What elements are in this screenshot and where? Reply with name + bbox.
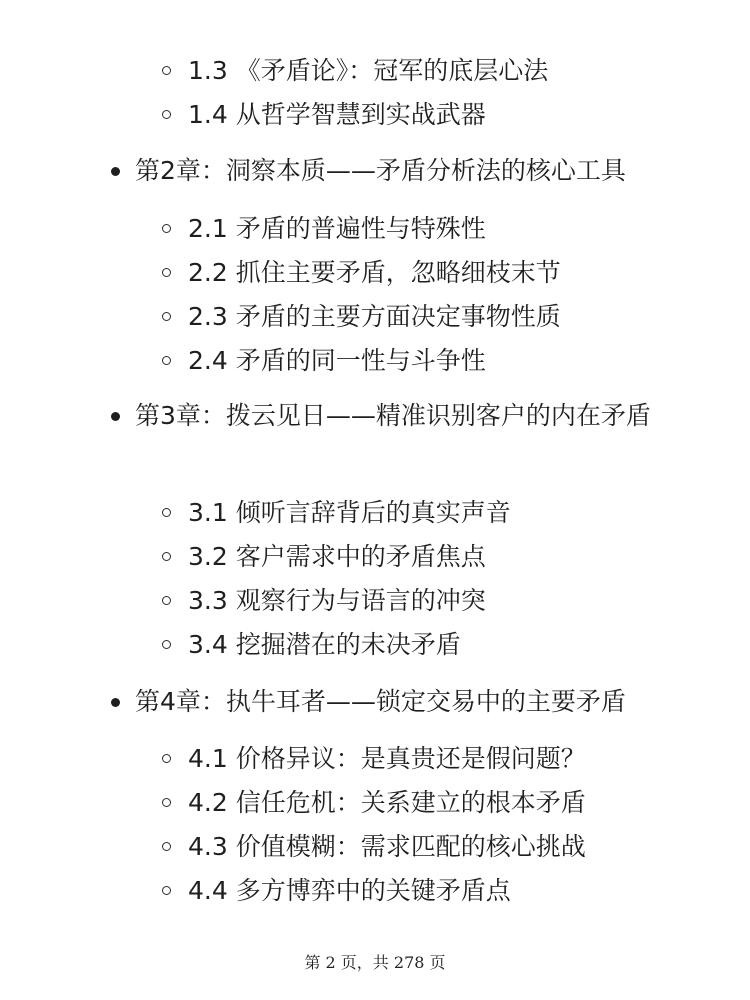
subsection-label: 3.1 倾听言辞背后的真实声音: [188, 498, 511, 527]
page-number-footer: 第 2 页，共 278 页: [304, 953, 446, 972]
subsection-label: 2.1 矛盾的普遍性与特殊性: [188, 214, 486, 243]
subsection-label: 3.2 客户需求中的矛盾焦点: [188, 542, 486, 571]
subsection-label: 4.1 价格异议：是真贵还是假问题？: [188, 744, 586, 773]
chapter-2-heading: [135, 149, 675, 193]
chapter-4-heading: [135, 680, 675, 724]
hollow-bullet-icon: [162, 356, 171, 365]
list-item: [188, 874, 511, 908]
list-item: [188, 256, 561, 290]
subsection-label: 4.4 多方博弈中的关键矛盾点: [188, 876, 511, 905]
chapter-title: 第3章：拨云见日——精准识别客户的内在矛盾: [135, 401, 651, 430]
subsection-label: 3.3 观察行为与语言的冲突: [188, 586, 486, 615]
subsection-label: 1.3 《矛盾论》：冠军的底层心法: [188, 56, 549, 85]
subsection-label: 1.4 从哲学智慧到实战武器: [188, 100, 486, 129]
hollow-bullet-icon: [162, 798, 171, 807]
hollow-bullet-icon: [162, 508, 171, 517]
filled-bullet-icon: [111, 698, 120, 707]
hollow-bullet-icon: [162, 596, 171, 605]
list-item: [188, 540, 486, 574]
list-item: [188, 584, 486, 618]
list-item: [188, 628, 461, 662]
chapter-title: 第4章：执牛耳者——锁定交易中的主要矛盾: [135, 687, 626, 716]
subsection-label: 2.4 矛盾的同一性与斗争性: [188, 346, 486, 375]
hollow-bullet-icon: [162, 66, 171, 75]
list-item: [188, 212, 486, 246]
filled-bullet-icon: [111, 167, 120, 176]
hollow-bullet-icon: [162, 312, 171, 321]
list-item: [188, 54, 548, 88]
filled-bullet-icon: [111, 412, 120, 421]
hollow-bullet-icon: [162, 886, 171, 895]
subsection-label: 4.3 价值模糊：需求匹配的核心挑战: [188, 832, 586, 861]
list-item: [188, 344, 486, 378]
hollow-bullet-icon: [162, 754, 171, 763]
chapter-title: 第2章：洞察本质——矛盾分析法的核心工具: [135, 156, 626, 185]
hollow-bullet-icon: [162, 268, 171, 277]
hollow-bullet-icon: [162, 552, 171, 561]
chapter-3-heading: [135, 394, 675, 438]
list-item: [188, 742, 586, 776]
hollow-bullet-icon: [162, 110, 171, 119]
list-item: [188, 786, 586, 820]
hollow-bullet-icon: [162, 842, 171, 851]
hollow-bullet-icon: [162, 640, 171, 649]
subsection-label: 2.2 抓住主要矛盾，忽略细枝末节: [188, 258, 561, 287]
subsection-label: 4.2 信任危机：关系建立的根本矛盾: [188, 788, 586, 817]
subsection-label: 3.4 挖掘潜在的未决矛盾: [188, 630, 461, 659]
list-item: [188, 496, 511, 530]
list-item: [188, 98, 486, 132]
hollow-bullet-icon: [162, 224, 171, 233]
list-item: [188, 830, 586, 864]
list-item: [188, 300, 561, 334]
subsection-label: 2.3 矛盾的主要方面决定事物性质: [188, 302, 561, 331]
